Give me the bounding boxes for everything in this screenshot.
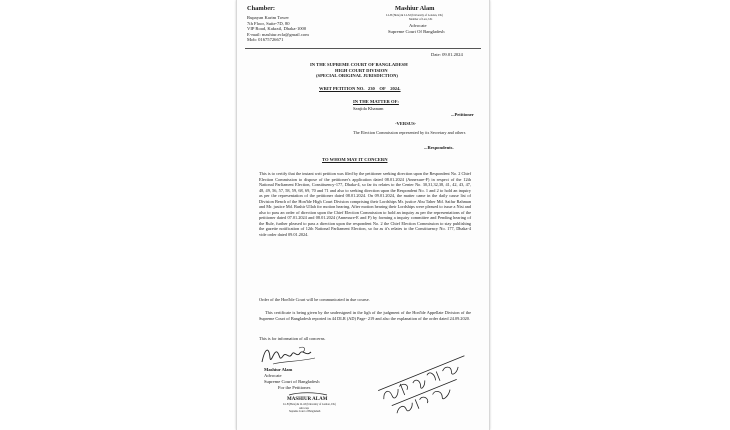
chamber-mobile: Mob: 01675726671 [247,37,284,42]
advocate-court: Supreme Court Of Bangladesh [388,29,445,34]
respondents-label: ...Respondents. [424,145,454,150]
in-the-matter-heading: IN THE MATTER OF: [353,99,399,104]
seal-line: LL.B (Hons) & LL.M (University of London, UK) [283,403,336,406]
document-page [236,0,490,430]
versus-label: -VERSUS- [395,121,417,126]
order-line: Order of the Hon'ble Court will be communicated in due course. [259,297,370,302]
seal-name: MASHIUR ALAM [287,397,328,402]
certificate-paragraph: This certificate is being given by the undersigned in the ligh of the judgment of the Hon'ble Appellate Division of the Supreme Court of Bangladesh reported in 44 DLR (AD) Page- 219 and also the explanation of the order dated 24.09.2020. [259,310,471,321]
seal-line: Advocate [299,406,309,410]
subject-heading: TO WHOM MAY IT CONCERN [322,157,388,162]
court-heading: (SPECIAL ORIGINAL JURISDICTION) [316,73,398,78]
court-heading: HIGH COURT DIVISION [335,67,388,73]
header-divider [245,48,481,49]
chamber-line: VIP Road, Kakrail, Dhaka-1000 [247,26,307,31]
signature-role: Advocate [264,373,282,378]
signature-name: Mashiur Alam [264,367,293,372]
qualification-line: Member of Law, UK [409,18,433,21]
petitioner-name: Sanjida Khanam [353,106,384,111]
chamber-line: 7th Floor, Suite-7D, 80 [247,20,290,26]
respondent-text: The Election Commission represented by its Secretary and others [353,130,466,135]
petitioner-label: ...Petitioner [451,112,474,117]
chamber-email: E-mail: mashiur.ecla@gmail.com [247,31,309,37]
advocate-role: Advocate [409,23,427,28]
signature-for: For the Petitioner. [278,385,312,390]
writ-petition-number: WRIT PETITION NO. 230 OF 2024. [319,86,401,91]
document-date: Date: 09.01.2024 [431,52,463,57]
qualification-line: LL.B (Hons) & LL.M (University of London, UK) [386,14,443,17]
seal-line: Supreme Court of Bangladesh [289,410,321,413]
chamber-title: Chamber: [247,5,276,12]
chamber-line: Rupayan Karim Tower [247,15,289,20]
info-line: This is for information of all concerns. [259,336,326,341]
advocate-name: Mashiur Alam [395,5,435,12]
handwritten-note [377,364,477,408]
body-paragraph: This is to certify that the instant writ petition was filed by the petitioner seeking direction upon the Respondent No. 2 Chief Election Commission to dispose of the petitioner's application dated 08.01.2024 (Annexure-F) in respect of the 12th National Parliament Election, Constituency-177, Dhaka-4, so far its relates to the Center No. 30,31,32,38, 41, 42, 43, 47, 48, 49, 56, 57, 58, 59, 68, 69, 70 and 71 and also to seeking direction upon the Respondent No. 1 and 2 to hold an inquiry as per the representation of the petitioner dated 08.01.2024. On 09.01.2024, the matter came in the daily cause list of Division Bench of the Hon'ble High Court Division comprising their Lordships Mr. justice Abu Taher Md. Saifur Rahman and Mr. justice Md. Bashir Ullah for motion hearing. After motion hearing their Lordships were pleased to issue a Nisi and also to pass an order of direction upon the Chief Election Commission to hold an inquiry as per the representations of the petitioner dated 07.01.2024 and 08.01.2024 (Annexure-E and F) by forming a inquiry committee and Pending hearing of the Rule, further pleased to pass a direction upon the respondent No. 2 the Chief Election Commission to stay publishing the gazette notification of 12th National Parliament Election, so far as it's relates to the Constituency No. 177, Dhaka-4 vide order dated 09.01.2024. [259,171,471,238]
advocate-signature [259,344,319,368]
court-heading: IN THE SUPREME COURT OF BANGLADESH [310,62,408,67]
signature-court: Supreme Court of Bangladesh [264,379,320,384]
